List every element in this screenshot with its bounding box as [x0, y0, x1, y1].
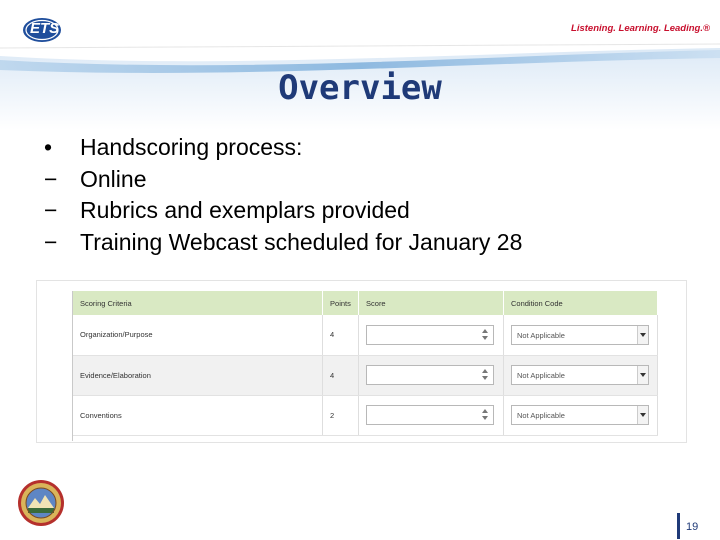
ets-logo	[22, 16, 64, 44]
scoring-screenshot	[36, 280, 687, 443]
chevron-down-icon	[640, 373, 646, 377]
spin-up-icon[interactable]	[482, 369, 488, 373]
dropdown-button[interactable]	[637, 406, 648, 424]
header-swoosh-graphic	[0, 0, 720, 130]
spinner-arrows-icon[interactable]	[481, 329, 490, 341]
criteria-cell: Organization/Purpose	[73, 315, 323, 355]
dropdown-button[interactable]	[637, 326, 648, 344]
scoring-criteria-table	[73, 291, 658, 436]
criteria-cell: Evidence/Elaboration	[73, 355, 323, 395]
bullet-text: Training Webcast scheduled for January 28	[80, 228, 523, 255]
score-input[interactable]	[366, 325, 494, 345]
spin-up-icon[interactable]	[482, 329, 488, 333]
condition-code-select[interactable]	[511, 405, 649, 425]
page-number-bar	[677, 513, 680, 539]
table-row	[73, 315, 658, 355]
score-cell	[359, 315, 504, 355]
condition-cell	[503, 395, 657, 435]
condition-code-select[interactable]	[511, 325, 649, 345]
bullet-text: Handscoring process:	[80, 134, 303, 160]
criteria-cell: Conventions	[73, 395, 323, 435]
chevron-down-icon	[640, 413, 646, 417]
condition-code-select[interactable]	[511, 365, 649, 385]
spin-down-icon[interactable]	[482, 416, 488, 420]
bullet-item	[40, 164, 690, 196]
bullet-marker: −	[44, 197, 58, 223]
table-row	[73, 355, 658, 395]
condition-code-value: Not Applicable	[516, 330, 565, 340]
bullet-marker: −	[44, 228, 58, 255]
points-cell: 4	[323, 315, 359, 355]
ets-tagline: Listening. Learning. Leading.®	[571, 23, 710, 34]
header-score: Score	[359, 291, 504, 315]
score-cell	[359, 355, 504, 395]
points-cell: 4	[323, 355, 359, 395]
score-cell	[359, 395, 504, 435]
points-cell: 2	[323, 395, 359, 435]
california-state-seal-icon	[17, 479, 65, 527]
bullet-list	[40, 132, 690, 258]
bullet-text: Online	[80, 165, 147, 192]
score-input[interactable]	[366, 405, 494, 425]
slide-title: Overview	[278, 68, 442, 108]
bullet-text: Rubrics and exemplars provided	[80, 197, 410, 223]
header-points: Points	[323, 291, 359, 315]
bullet-marker: −	[44, 165, 58, 192]
header-scoring-criteria: Scoring Criteria	[73, 291, 323, 315]
table-header-row	[73, 291, 658, 315]
scoring-panel	[72, 291, 657, 441]
bullet-item	[40, 227, 690, 259]
spinner-arrows-icon[interactable]	[481, 409, 490, 421]
spin-down-icon[interactable]	[482, 336, 488, 340]
score-input[interactable]	[366, 365, 494, 385]
condition-cell	[503, 315, 657, 355]
condition-code-value: Not Applicable	[516, 371, 565, 380]
ets-logo-text: ETS	[30, 20, 60, 37]
chevron-down-icon	[640, 333, 646, 337]
condition-code-value: Not Applicable	[516, 411, 565, 420]
bullet-item	[40, 195, 690, 227]
slide-header	[0, 0, 720, 64]
bullet-item	[40, 132, 690, 164]
header-condition-code: Condition Code	[503, 291, 657, 315]
spinner-arrows-icon[interactable]	[481, 369, 490, 381]
spin-up-icon[interactable]	[482, 409, 488, 413]
table-row	[73, 395, 658, 435]
dropdown-button[interactable]	[637, 366, 648, 384]
page-number: 19	[686, 521, 699, 533]
condition-cell	[503, 355, 657, 395]
bullet-marker: •	[44, 134, 53, 160]
spin-down-icon[interactable]	[482, 376, 488, 380]
